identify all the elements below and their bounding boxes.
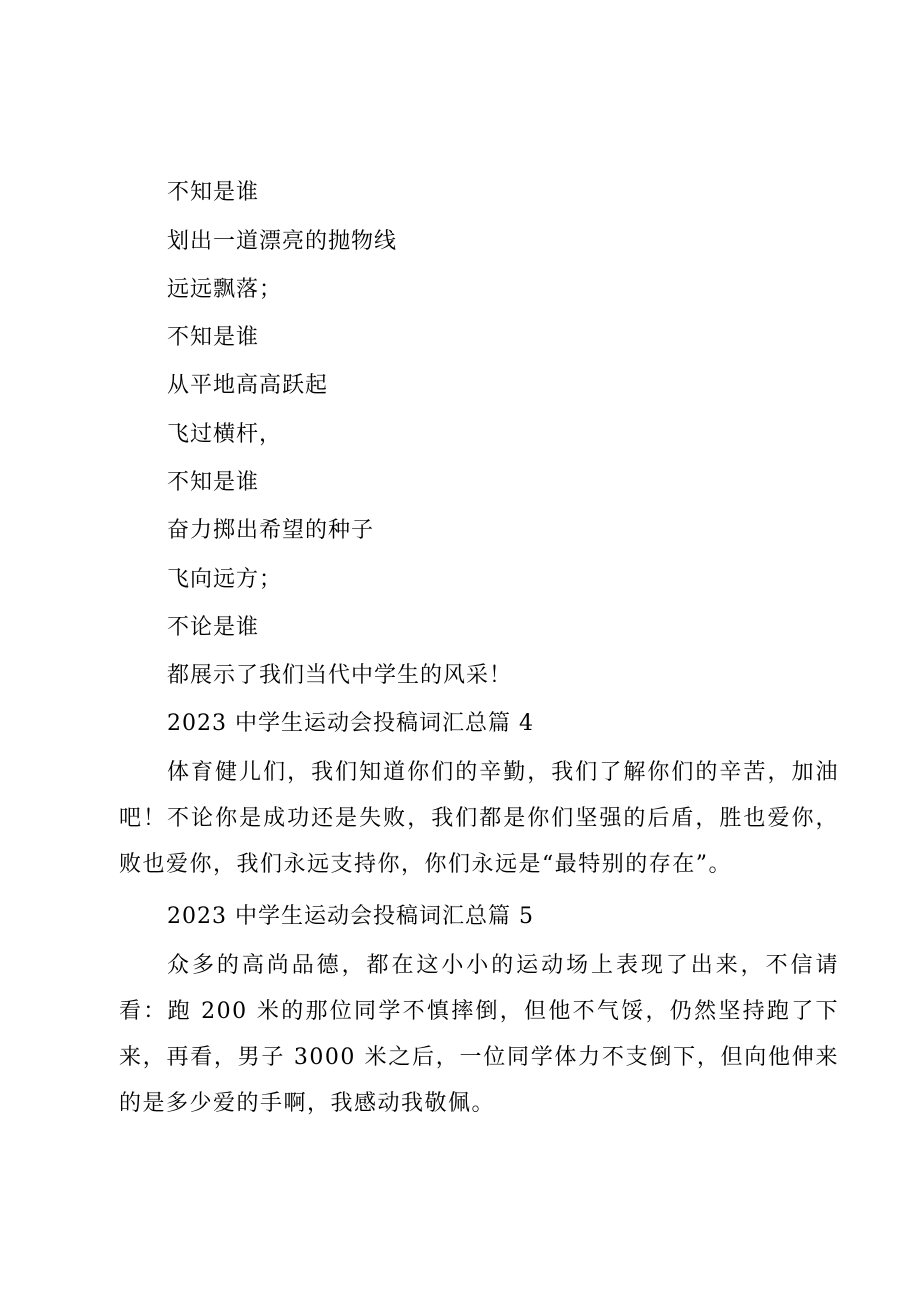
poem-line: 从平地高高跃起 <box>167 373 329 398</box>
poem-line: 奋力掷出希望的种子 <box>167 518 375 543</box>
section-paragraph: 体育健儿们，我们知道你们的辛勤，我们了解你们的辛苦，加油吧！不论你是成功还是失败，我们都是你们坚强的后盾，胜也爱你，败也爱你，我们永远支持你，你们永远是“最特别的存在”。 <box>119 760 839 877</box>
poem-line: 飞过横杆， <box>167 422 283 447</box>
section-heading: 2023 中学生运动会投稿词汇总篇 5 <box>167 904 534 929</box>
poem-line: 不知是谁 <box>167 180 260 205</box>
poem-line: 划出一道漂亮的抛物线 <box>167 229 398 254</box>
poem-line: 都展示了我们当代中学生的风采！ <box>167 663 513 688</box>
poem-line: 远远飘落； <box>167 277 283 302</box>
poem-line: 不知是谁 <box>167 325 260 350</box>
poem-line: 不知是谁 <box>167 470 260 495</box>
section-heading: 2023 中学生运动会投稿词汇总篇 4 <box>167 711 534 736</box>
poem-line: 飞向远方； <box>167 567 283 592</box>
section-paragraph: 众多的高尚品德，都在这小小的运动场上表现了出来，不信请看：跑 200 米的那位同学不慎摔倒，但他不气馁，仍然坚持跑了下来，再看，男子 3000 米之后，一位同学体力不支倒下，但向他伸来的是多少爱的手啊，我感动我敬佩。 <box>119 953 839 1116</box>
poem-line: 不论是谁 <box>167 615 260 640</box>
